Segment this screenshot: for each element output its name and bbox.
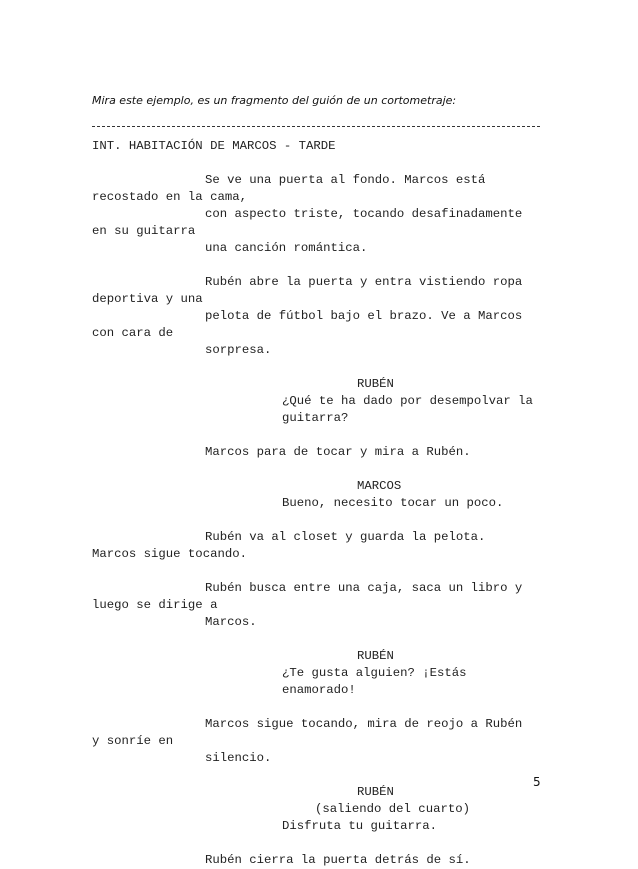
character-cue: MARCOS: [357, 479, 402, 493]
action-line: pelota de fútbol bajo el brazo. Ve a Marcos: [205, 309, 523, 323]
action-line: sorpresa.: [205, 343, 272, 357]
action-line: Rubén abre la puerta y entra vistiendo ropa: [205, 275, 523, 289]
dialogue-line: enamorado!: [282, 683, 356, 697]
page-number: 5: [533, 775, 541, 789]
divider-line: [92, 126, 540, 127]
character-cue: RUBÉN: [357, 785, 394, 799]
action-line: deportiva y una: [92, 292, 203, 306]
action-line: Rubén busca entre una caja, saca un libro y: [205, 581, 523, 595]
action-line: Rubén va al closet y guarda la pelota.: [205, 530, 486, 544]
dialogue-line: ¿Te gusta alguien? ¡Estás: [282, 666, 467, 680]
action-line: Marcos sigue tocando.: [92, 547, 247, 561]
dialogue-line: guitarra?: [282, 411, 349, 425]
action-line: Marcos.: [205, 615, 257, 629]
dialogue-line: Bueno, necesito tocar un poco.: [282, 496, 504, 510]
character-cue: RUBÉN: [357, 649, 394, 663]
scene-heading: INT. HABITACIÓN DE MARCOS - TARDE: [92, 139, 336, 153]
action-line: con cara de: [92, 326, 174, 340]
screenplay-excerpt: [92, 138, 552, 869]
action-line: y sonríe en: [92, 734, 174, 748]
action-line: recostado en la cama,: [92, 190, 247, 204]
action-line: Marcos sigue tocando, mira de reojo a Rubén: [205, 717, 523, 731]
action-line: con aspecto triste, tocando desafinadamente: [205, 207, 523, 221]
action-line: en su guitarra: [92, 224, 196, 238]
action-line: Se ve una puerta al fondo. Marcos está: [205, 173, 486, 187]
action-line: Rubén cierra la puerta detrás de sí.: [205, 853, 471, 867]
dialogue-line: Disfruta tu guitarra.: [282, 819, 437, 833]
parenthetical: (saliendo del cuarto): [315, 802, 470, 816]
intro-text: Mira este ejemplo, es un fragmento del guión de un cortometraje:: [92, 94, 457, 107]
action-line: Marcos para de tocar y mira a Rubén.: [205, 445, 471, 459]
action-line: luego se dirige a: [92, 598, 218, 612]
action-line: silencio.: [205, 751, 272, 765]
dialogue-line: ¿Qué te ha dado por desempolvar la: [282, 394, 533, 408]
action-line: una canción romántica.: [205, 241, 368, 255]
character-cue: RUBÉN: [357, 377, 394, 391]
